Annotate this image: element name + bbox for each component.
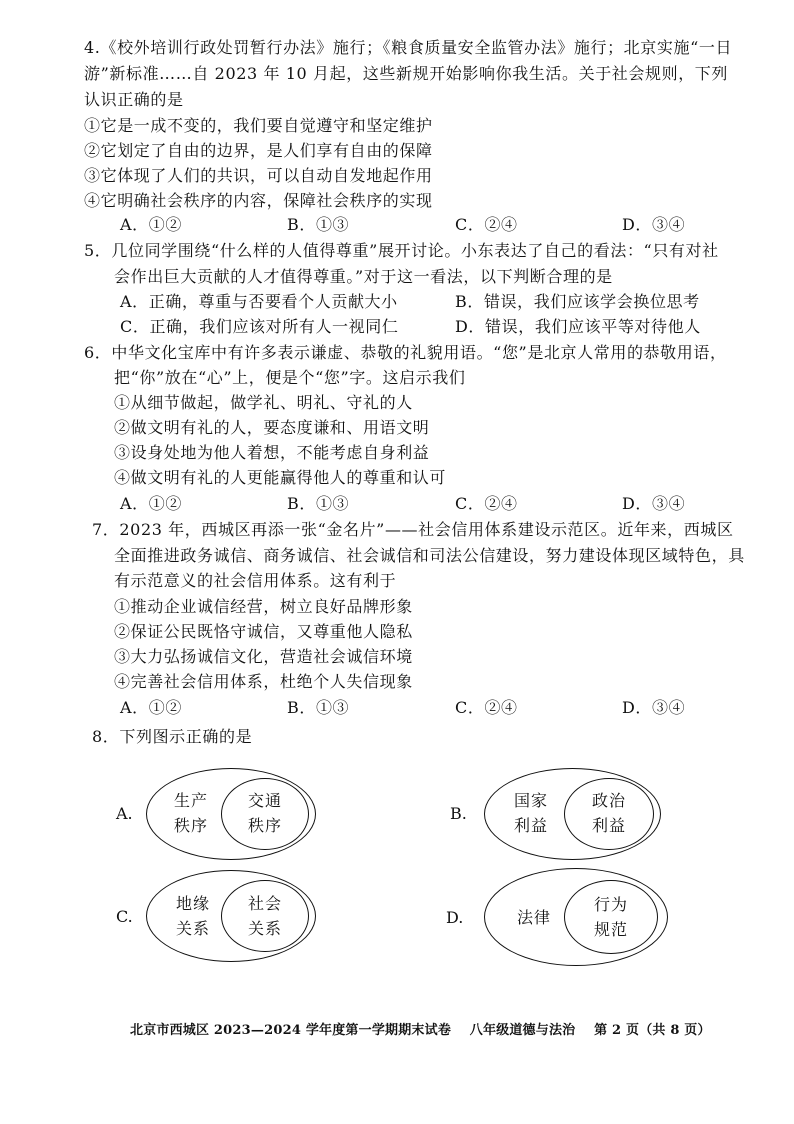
q6-item-3: ③设身处地为他人着想，不能考虑自身利益 bbox=[114, 443, 430, 462]
diagram-b-outer-text: 国家 利益 bbox=[513, 791, 548, 835]
q7-item-2: ②保证公民既恪守诚信，又尊重他人隐私 bbox=[114, 622, 413, 641]
page-footer bbox=[130, 1022, 725, 1040]
q6-option-d: D．③④ bbox=[622, 494, 686, 513]
diagram-b bbox=[450, 768, 665, 860]
q7-stem-line-2: 全面推进政务诚信、商务诚信、社会诚信和司法公信建设，努力建设体现区域特色，具 bbox=[114, 546, 745, 565]
footer-subject: 八年级道德与法治 bbox=[469, 1023, 576, 1038]
q5-option-a: A．正确，尊重与否要看个人贡献大小 bbox=[120, 292, 398, 311]
footer-page-number: 第 2 页（共 8 页） bbox=[594, 1023, 711, 1038]
q7-item-1: ①推动企业诚信经营，树立良好品牌形象 bbox=[114, 597, 413, 616]
q4-option-c: C．②④ bbox=[455, 215, 518, 234]
diagram-d bbox=[446, 868, 671, 966]
q7-option-d: D．③④ bbox=[622, 698, 686, 717]
q4-stem-line-2: 游”新标准……自 2023 年 10 月起，这些新规开始影响你我生活。关于社会规则，下列 bbox=[84, 64, 729, 83]
diagram-a-inner-text: 交通 秩序 bbox=[247, 791, 282, 835]
diagram-b-label: B. bbox=[450, 804, 467, 823]
q7-option-b: B．①③ bbox=[287, 698, 350, 717]
q4-stem-line-1: 4.《校外培训行政处罚暂行办法》施行；《粮食质量安全监管办法》施行；北京实施“一日 bbox=[84, 38, 733, 57]
diagram-b-inner-text: 政治 利益 bbox=[591, 791, 626, 835]
diagram-c bbox=[116, 870, 316, 962]
q6-option-b: B．①③ bbox=[287, 494, 350, 513]
q4-item-1: ①它是一成不变的，我们要自觉遵守和坚定维护 bbox=[84, 116, 433, 135]
diagram-a bbox=[116, 768, 316, 860]
q8-stem: 8．下列图示正确的是 bbox=[92, 727, 253, 746]
diagram-c-inner-text: 社会 关系 bbox=[247, 894, 282, 938]
diagram-d-label: D. bbox=[446, 908, 464, 927]
q7-item-3: ③大力弘扬诚信文化，营造社会诚信环境 bbox=[114, 647, 413, 666]
q7-option-c: C．②④ bbox=[455, 698, 518, 717]
q4-option-b: B．①③ bbox=[287, 215, 350, 234]
q7-stem-line-1: 7．2023 年，西城区再添一张“金名片”——社会信用体系建设示范区。近年来，西城区 bbox=[92, 520, 734, 539]
q6-stem-line-2: 把“你”放在“心”上，便是个“您”字。这启示我们 bbox=[114, 368, 466, 387]
diagram-d-outer-text: 法律 bbox=[516, 908, 551, 927]
q6-option-a: A．①② bbox=[120, 494, 182, 513]
diagram-c-label: C. bbox=[116, 907, 133, 926]
q6-item-4: ④做文明有礼的人更能赢得他人的尊重和认可 bbox=[114, 468, 447, 487]
q7-item-4: ④完善社会信用体系，杜绝个人失信现象 bbox=[114, 672, 413, 691]
q6-stem-line-1: 6．中华文化宝库中有许多表示谦虚、恭敬的礼貌用语。“您”是北京人常用的恭敬用语， bbox=[84, 343, 727, 362]
q4-item-2: ②它划定了自由的边界，是人们享有自由的保障 bbox=[84, 141, 433, 160]
q4-item-3: ③它体现了人们的共识，可以自动自发地起作用 bbox=[84, 166, 433, 185]
q6-option-c: C．②④ bbox=[455, 494, 518, 513]
diagram-a-label: A. bbox=[116, 804, 133, 823]
q5-option-c: C．正确，我们应该对所有人一视同仁 bbox=[120, 317, 399, 336]
q4-stem-line-3: 认识正确的是 bbox=[84, 90, 184, 109]
q4-item-4: ④它明确社会秩序的内容，保障社会秩序的实现 bbox=[84, 191, 433, 210]
q4-option-d: D．③④ bbox=[622, 215, 686, 234]
q5-stem-line-1: 5．几位同学围绕“什么样的人值得尊重”展开讨论。小东表达了自己的看法：“只有对社 bbox=[84, 241, 719, 260]
q4-option-a: A．①② bbox=[120, 215, 182, 234]
q6-item-2: ②做文明有礼的人，要态度谦和、用语文明 bbox=[114, 418, 430, 437]
diagram-d-inner-text: 行为 规范 bbox=[593, 895, 628, 939]
diagram-c-outer-text: 地缘 关系 bbox=[175, 894, 210, 938]
q5-stem-line-2: 会作出巨大贡献的人才值得尊重。”对于这一看法，以下判断合理的是 bbox=[114, 267, 613, 286]
q6-item-1: ①从细节做起，做学礼、明礼、守礼的人 bbox=[114, 393, 413, 412]
q7-option-a: A．①② bbox=[120, 698, 182, 717]
q5-option-b: B．错误，我们应该学会换位思考 bbox=[455, 292, 700, 311]
footer-exam-title: 北京市西城区 2023—2024 学年度第一学期期末试卷 bbox=[130, 1023, 452, 1038]
q5-option-d: D．错误，我们应该平等对待他人 bbox=[455, 317, 701, 336]
diagram-a-outer-text: 生产 秩序 bbox=[173, 791, 208, 835]
q7-stem-line-3: 有示范意义的社会信用体系。这有利于 bbox=[114, 571, 397, 590]
